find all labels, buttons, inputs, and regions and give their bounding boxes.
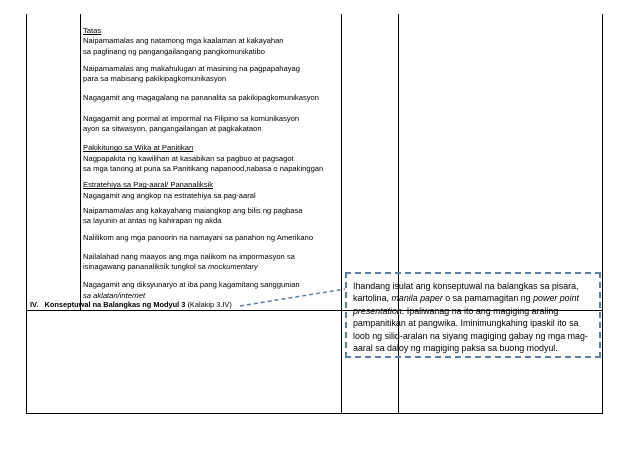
row-iv-title: Konseptuwal na Balangkas ng Modyul 3 — [44, 300, 186, 309]
competency-item: Nagpapakita ng kawilihan at kasabikan sa pagbuo at pagsagot sa mga tanong at puna sa Panitikang napanood,nabasa o napakinggan — [83, 153, 324, 173]
tatas-heading: Tatas — [83, 26, 102, 35]
pakikitungo-heading: Pakikitungo sa Wika at Panitikan — [83, 143, 194, 153]
row-iv-number: IV. — [30, 300, 39, 309]
competency-item: Nagagamit ang magagalang na pananalita sa pakikipagkomunikasyon — [83, 93, 319, 103]
competency-item: Naipamamalas ang kakayahang maiangkop ang bilis ng pagbasa sa layunin at antas ng kahirapan ng akda — [83, 205, 303, 226]
competency-item: Nagagamit ang angkop na estratehiya sa pag-aaral — [83, 190, 256, 200]
competency-item: Naipamamalas ang natamong mga kaalaman at kakayahan sa paglinang ng pangangailangang pangkomunikatibo — [83, 36, 284, 56]
competency-item: Nagagamit ang pormal at impormal na Filipino sa komunikasyon ayon sa sitwasyon, pangangailangan at pagkakataon — [83, 113, 300, 134]
competency-item: Naipamamalas ang makahulugan at masining na pagpapahayag para sa mabisang pakikipagkomunikasyon — [83, 63, 300, 84]
row-iv-ref: (Kalakip 3.IV) — [185, 300, 232, 309]
competency-item: Nailalahad nang maayos ang mga nalikom na impormasyon sa isinagawang pananaliksik tungkol sa mockumentary — [83, 251, 295, 272]
callout-note: Ihandang isulat ang konseptuwal na balangkas sa pisara, kartolina, manila paper o sa pamamagitan ng power point presentation. Ipaliwanag na ito ang magiging araling pampanitikan at pangwika. Iminimungkahing ipaskil ito sa loob ng silid-aralan na siyang magiging gabay ng mga mag-aaral sa daloy ng magiging paksa sa buong modyul. — [345, 272, 601, 358]
mockumentary-term: mockumentary — [207, 262, 258, 272]
estratehiya-heading: Estratehiya sa Pag-aaral/ Pananaliksik — [83, 180, 214, 190]
competency-item: Nagagamit ang diksyunaryo at iba pang kagamitang sanggunian sa aklatan/internet — [83, 280, 300, 300]
competency-item: Nalilikom ang mga panoorin na namayani sa panahon ng Amerikano — [83, 233, 314, 243]
leader-line — [240, 289, 345, 306]
